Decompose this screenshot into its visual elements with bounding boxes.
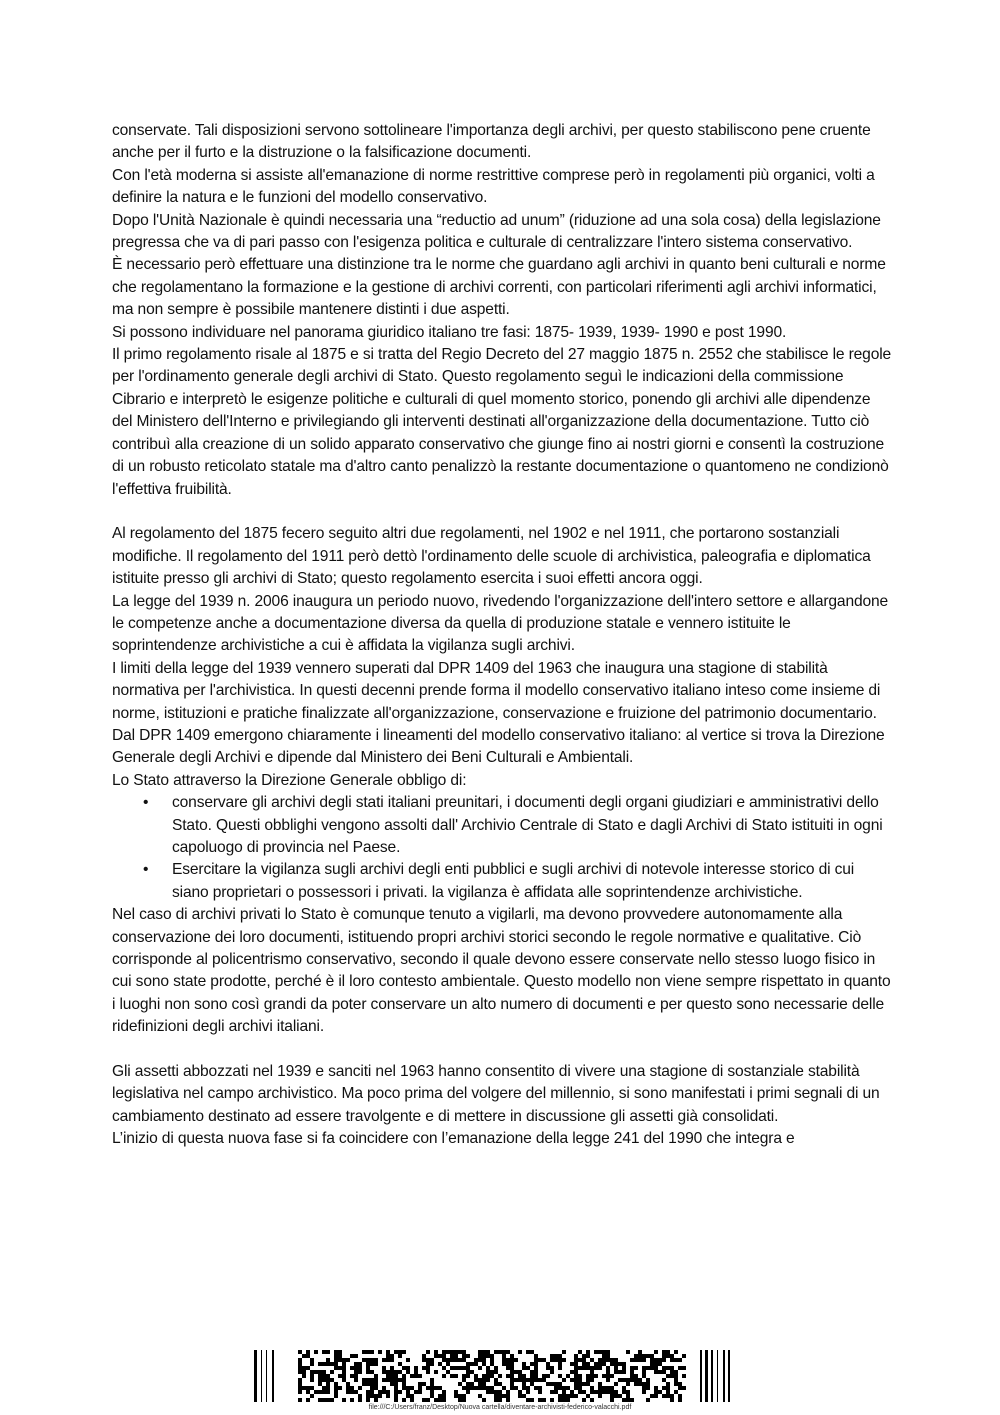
list-item-text: conservare gli archivi degli stati italiani preunitari, i documenti degli organi giudiziari e amministrativi dello Stato. Questi obblighi vengono assolti dall' Archivio Centrale di Stato e dagli Archivi di Stato istituiti in ogni capoluogo di provincia nel Paese.: [172, 794, 883, 856]
paragraph: L’inizio di questa nuova fase si fa coincidere con l’emanazione della legge 241 del 1990 che integra e: [112, 1130, 795, 1148]
barcode: [254, 1350, 742, 1402]
list-item-text: Esercitare la vigilanza sugli archivi degli enti pubblici e sugli archivi di notevole interesse storico di cui siano proprietari o possessori i privati. la vigilanza è affidata alle soprintendenze archivistiche.: [172, 861, 855, 901]
list-item: [112, 859, 892, 904]
paragraph-spacer: [112, 501, 892, 523]
paragraph: Con l'età moderna si assiste all'emanazione di norme restrittive comprese però in regolamenti più organici, volti a definire la natura e le funzioni del modello conservativo.: [112, 166, 875, 207]
paragraph: Si possono individuare nel panorama giuridico italiano tre fasi: 1875- 1939, 1939- 1990 e post 1990.: [112, 323, 787, 341]
document-body: [112, 120, 892, 1151]
bullet-list: [112, 792, 892, 904]
paragraph: Gli assetti abbozzati nel 1939 e sanciti nel 1963 hanno consentito di vivere una stagione di sostanziale stabilità legislativa nel campo archivistico. Ma poco prima del volgere del millennio, si sono manifestati i primi segnali di un cambiamento destinato ad essere travolgente e di mettere in discussione gli assetti già consolidati.: [112, 1063, 880, 1125]
paragraph: conservate. Tali disposizioni servono sottolineare l'importanza degli archivi, per questo stabiliscono pene cruente anche per il furto e la distruzione o la falsificazione documenti.: [112, 122, 871, 162]
paragraph: Al regolamento del 1875 fecero seguito altri due regolamenti, nel 1902 e nel 1911, che portarono sostanziali modifiche. Il regolamento del 1911 però dettò l'ordinamento delle scuole di archivistica, paleografia e diplomatica istituite presso gli archivi di Stato; questo regolamento esercita i suoi effetti ancora oggi.: [112, 525, 871, 588]
list-item: [112, 792, 892, 859]
bullet-icon: •: [143, 794, 149, 812]
paragraph: Dopo l'Unità Nazionale è quindi necessaria una “reductio ad unum” (riduzione ad una sola cosa) della legislazione pregressa che va di pari passo con l'esigenza politica e culturale di centralizzare l'intero sistema conservativo.: [112, 211, 881, 252]
bullet-icon: •: [143, 861, 149, 879]
paragraph: La legge del 1939 n. 2006 inaugura un periodo nuovo, rivedendo l'organizzazione dell'intero settore e allargandone le competenze anche a documentazione diversa da quella di produzione statale e vennero istituite le soprintendenze archivistiche a cui è affidata la vigilanza sugli archivi.: [112, 592, 889, 655]
paragraph: Lo Stato attraverso la Direzione Generale obbligo di:: [112, 771, 467, 789]
paragraph: È necessario però effettuare una distinzione tra le norme che guardano agli archivi in quanto beni culturali e norme che regolamentano la formazione e la gestione di archivi correnti, con particolari riferimenti agli archivi informatici, ma non sempre è possibile mantenere distinti i due aspetti.: [112, 256, 886, 319]
paragraph: Nel caso di archivi privati lo Stato è comunque tenuto a vigilarli, ma devono provvedere autonomamente alla conservazione dei loro documenti, istituendo propri archivi storici secondo le regole normative e qualitative. Ciò corrisponde al policentrismo conservativo, secondo il quale devono essere conservate nello stesso luogo fisico in cui sono state prodotte, perché è il loro contesto ambientale. Questo modello non viene sempre rispettato in quanto i luoghi non sono così grandi da poter conservare un alto numero di documenti e per questo sono necessarie delle ridefinizioni degli archivi italiani.: [112, 906, 891, 1036]
paragraph: Dal DPR 1409 emergono chiaramente i lineamenti del modello conservativo italiano: al vertice si trova la Direzione Generale degli Archivi e dipende dal Ministero dei Beni Culturali e Ambientali.: [112, 726, 885, 767]
file-path-footer: file:///C:/Users/franz/Desktop/Nuova cartella/diventare-archivisti-federico-valacchi.pdf: [368, 1404, 632, 1411]
paragraph: I limiti della legge del 1939 vennero superati dal DPR 1409 del 1963 che inaugura una stagione di stabilità normativa per l'archivistica. In questi decenni prende forma il modello conservativo italiano inteso come insieme di norme, istituzioni e pratiche finalizzate all'organizzazione, conservazione e fruizione del patrimonio documentario.: [112, 659, 881, 722]
paragraph: Il primo regolamento risale al 1875 e si tratta del Regio Decreto del 27 maggio 1875 n. 2552 che stabilisce le regole per l'ordinamento generale degli archivi di Stato. Questo regolamento seguì le indicazioni della commissione Cibrario e interpretò le esigenze politiche e culturali di quel momento storico, ponendo gli archivi alle dipendenze del Ministero dell'Interno e privilegiando gli interventi destinati all'organizzazione della documentazione. Tutto ciò contribuì alla creazione di un solido apparato conservativo che giunge fino ai nostri giorni e consentì la costruzione di un robusto reticolato statale ma d'altro canto penalizzò la restante documentazione o quantomeno ne condizionò l'effettiva fruibilità.: [112, 346, 892, 498]
paragraph-spacer: [112, 1039, 892, 1061]
